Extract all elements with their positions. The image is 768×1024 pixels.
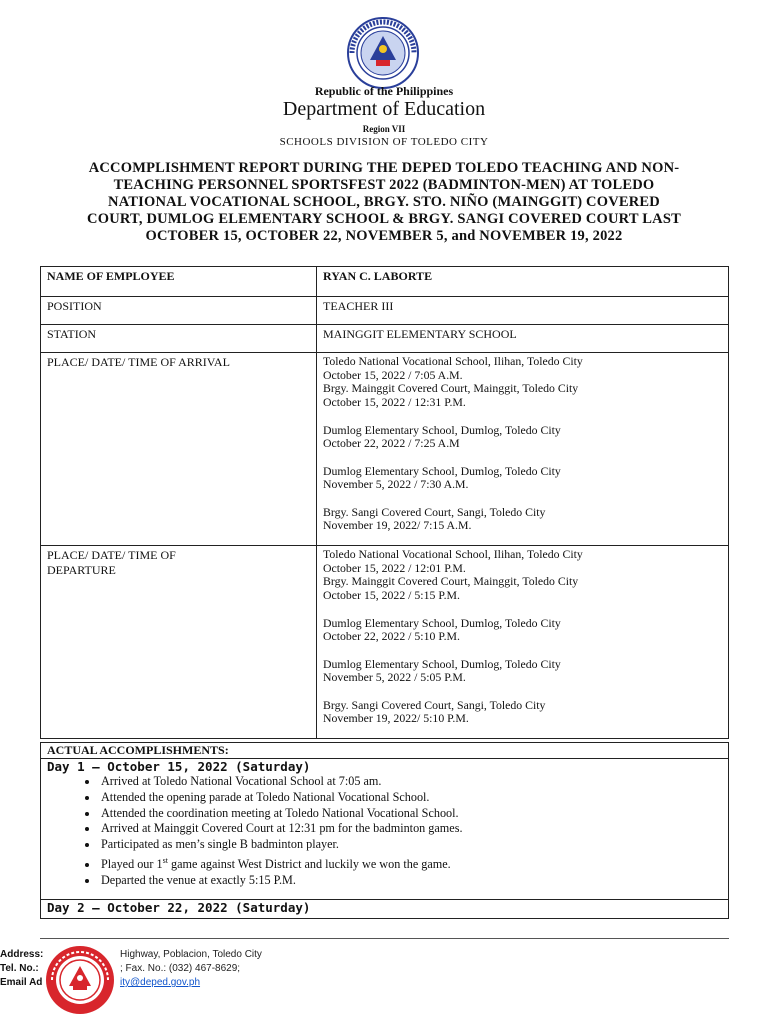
accomplishments-header: ACTUAL ACCOMPLISHMENTS: [40,742,729,758]
deped-seal-icon [346,16,420,90]
departure-line: October 15, 2022 / 12:01 P.M. [323,560,466,575]
item-text: game against West District and luckily we won the game. [167,857,451,872]
title-line: OCTOBER 15, OCTOBER 22, NOVEMBER 5, and NOVEMBER 19, 2022 [145,228,623,244]
departure-line: November 19, 2022/ 5:10 P.M. [323,711,469,726]
departure-line: Dumlog Elementary School, Dumlog, Toledo City [323,656,561,671]
list-item: • Attended the opening parade at Toledo National Vocational School. [99,790,722,806]
table-row [41,297,729,325]
day-2-title: Day 2 – October 22, 2022 (Saturday) [47,900,311,915]
footer-divider [40,938,729,939]
list-item: • Departed the venue at exactly 5:15 P.M. [99,873,722,889]
department-title: Department of Education [282,98,486,120]
title-line: COURT, DUMLOG ELEMENTARY SCHOOL & BRGY. SANGI COVERED COURT LAST [87,211,681,227]
spacer [323,410,722,424]
division-line: SCHOOLS DIVISION OF TOLEDO CITY [279,136,489,148]
arrival-line: October 15, 2022 / 7:05 A.M. [323,367,463,382]
departure-label [41,546,317,739]
table-row [41,267,729,297]
spacer [323,492,722,506]
position-value: TEACHER III [317,297,729,325]
departure-line: Brgy. Sangi Covered Court, Sangi, Toledo City [323,697,546,712]
departure-line: Brgy. Mainggit Covered Court, Mainggit, Toledo City [323,574,579,589]
arrival-line: November 19, 2022/ 7:15 A.M. [323,518,472,533]
departure-line: October 15, 2022 / 5:15 P.M. [323,588,460,603]
list-item: • Participated as men’s single B badminton player. [99,837,722,853]
position-label: POSITION [41,297,317,325]
day-1-list [47,774,722,889]
departure-line: Toledo National Vocational School, Ilihan, Toledo City [323,547,583,561]
email-label: Email Ad [0,977,43,988]
report-title [40,160,728,245]
arrival-line: Toledo National Vocational School, Ilihan, Toledo City [323,354,583,368]
list-item: • Arrived at Mainggit Covered Court at 12:31 pm for the badminton games. [99,821,722,837]
tel-label: Tel. No.: [0,963,39,974]
title-line: NATIONAL VOCATIONAL SCHOOL, BRGY. STO. NIÑO (MAINGGIT) COVERED [108,194,660,210]
arrival-line: November 5, 2022 / 7:30 A.M. [323,477,469,492]
tel-value: ; Fax. No.: (032) 467-8629; [120,963,241,974]
arrival-line: October 22, 2022 / 7:25 A.M [323,436,460,451]
address-value: Highway, Poblacion, Toledo City [120,949,262,960]
arrival-line: October 15, 2022 / 12:31 P.M. [323,395,466,410]
arrival-details [317,353,729,546]
accomplishments-section [40,742,729,919]
departure-details [317,546,729,739]
address-label: Address: [0,949,44,960]
departure-line: October 22, 2022 / 5:10 P.M. [323,629,460,644]
employee-info-table [40,266,729,739]
email-link[interactable]: ity@deped.gov.ph [120,977,201,988]
arrival-label: PLACE/ DATE/ TIME OF ARRIVAL [41,353,317,546]
region-line: Region VII [362,124,406,134]
spacer [323,451,722,465]
spacer [323,685,722,699]
day-1-block [40,758,729,900]
departure-line: November 5, 2022 / 5:05 P.M. [323,670,466,685]
day-1-title: Day 1 – October 15, 2022 (Saturday) [47,759,311,774]
table-row [41,325,729,353]
arrival-line: Dumlog Elementary School, Dumlog, Toledo City [323,422,561,437]
spacer [323,644,722,658]
item-text: Played our 1 [101,857,163,872]
title-line: ACCOMPLISHMENT REPORT DURING THE DEPED TOLEDO TEACHING AND NON- [88,160,680,176]
list-item [99,853,722,873]
departure-line: Dumlog Elementary School, Dumlog, Toledo City [323,615,561,630]
name-label: NAME OF EMPLOYEE [41,267,317,297]
arrival-line: Brgy. Mainggit Covered Court, Mainggit, Toledo City [323,381,579,396]
day-2-block [40,900,729,919]
arrival-line: Dumlog Elementary School, Dumlog, Toledo City [323,463,561,478]
spacer [323,603,722,617]
title-line: TEACHING PERSONNEL SPORTSFEST 2022 (BADMINTON-MEN) AT TOLEDO [113,177,655,193]
departure-label-line: PLACE/ DATE/ TIME OF [47,548,176,562]
station-label: STATION [41,325,317,353]
station-value: MAINGGIT ELEMENTARY SCHOOL [317,325,729,353]
table-row [41,353,729,546]
departure-label-line: DEPARTURE [47,563,116,577]
name-value: RYAN C. LABORTE [317,267,729,297]
list-item: • Arrived at Toledo National Vocational School at 7:05 am. [99,774,722,790]
deped-logo-icon [44,944,116,1016]
list-item: • Attended the coordination meeting at Toledo National Vocational School. [99,806,722,822]
table-row [41,546,729,739]
arrival-line: Brgy. Sangi Covered Court, Sangi, Toledo City [323,504,546,519]
superscript: st [162,855,168,865]
republic-line: Republic of the Philippines [314,84,454,98]
